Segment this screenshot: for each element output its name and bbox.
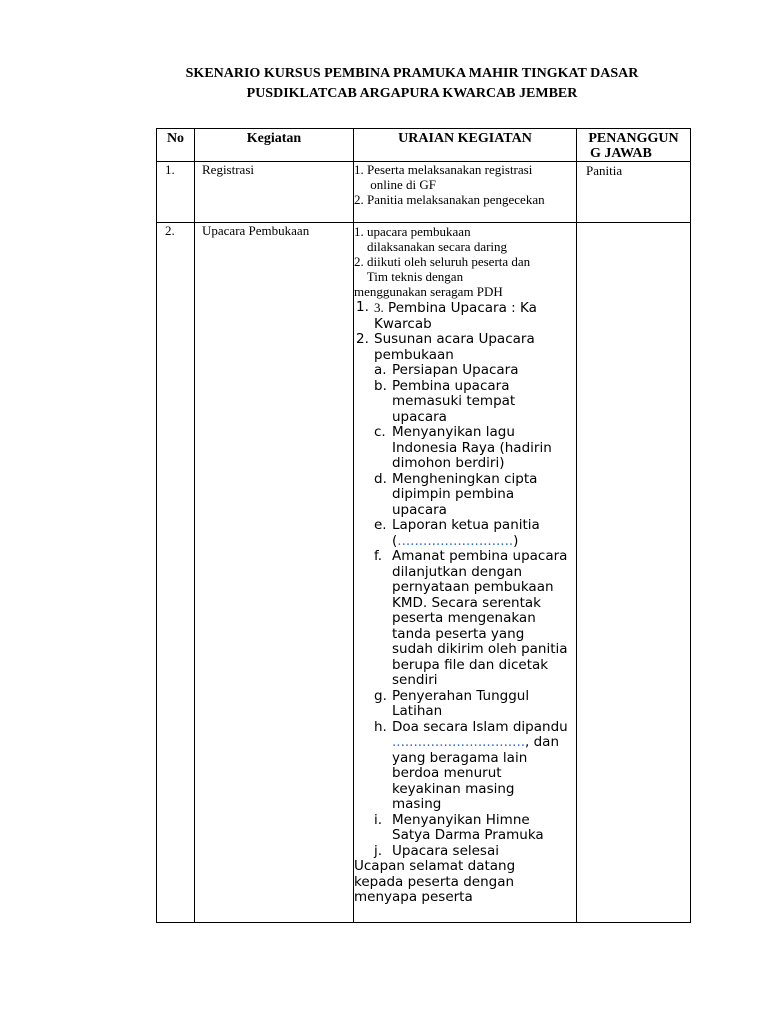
sub-list-text: Latihan <box>392 703 443 719</box>
sub-list-text: upacara <box>392 501 447 518</box>
row2-intro-line: menggunakan seragam PDH <box>354 284 503 299</box>
sub-list-text: Indonesia Raya (hadirin <box>392 439 552 456</box>
paren-open: ( <box>392 532 398 549</box>
sub-list-item <box>354 425 576 472</box>
table-header-row <box>157 129 691 162</box>
fill-in-blank: ........................... <box>397 532 514 549</box>
list-item-text: Susunan acara Upacara <box>374 331 535 347</box>
closing-line: kepada peserta dengan <box>354 873 515 890</box>
scenario-table <box>156 128 691 923</box>
row2-kegiatan-label: Upacara Pembukaan <box>202 223 310 238</box>
sub-list-text: Laporan ketua panitia <box>392 517 540 533</box>
sub-list-text: dimohon berdiri) <box>392 455 505 471</box>
sub-list-letter: b. <box>374 377 387 394</box>
sub-list-item <box>354 720 576 813</box>
list-item-number: 1. <box>356 299 369 315</box>
list-item <box>354 300 576 332</box>
document-title: SKENARIO KURSUS PEMBINA PRAMUKA MAHIR TINGKAT DASAR <box>185 66 639 81</box>
list-item-text: pembukaan <box>374 346 454 363</box>
sub-list-letter: e. <box>374 517 387 533</box>
table-row <box>157 223 691 923</box>
list-item-text: Kwarcab <box>374 315 432 332</box>
row1-pj <box>577 162 691 223</box>
closing-line: Ucapan selamat datang <box>354 858 516 874</box>
closing-line: menyapa peserta <box>354 889 473 905</box>
row1-uraian <box>354 162 577 223</box>
row2-no <box>157 223 195 923</box>
sub-list-item <box>354 689 576 720</box>
sub-list-text: peserta mengenakan <box>392 610 536 626</box>
sub-list-item <box>354 813 576 844</box>
sub-list-text: berdoa menurut <box>392 765 502 781</box>
sub-list-text: Mengheningkan cipta <box>392 470 538 487</box>
header-pj-line2: G JAWAB <box>590 146 652 161</box>
sub-list-item <box>354 549 576 689</box>
row2-uraian <box>354 223 577 923</box>
header-pj-label <box>577 129 690 161</box>
row2-intro-line: Tim teknis dengan <box>354 269 464 284</box>
list-item <box>354 332 576 363</box>
sub-list-text: berupa file dan dicetak <box>392 656 549 673</box>
sub-list-text: Pembina upacara <box>392 377 510 394</box>
sub-list-text: pernyataan pembukaan <box>392 579 554 595</box>
header-kegiatan <box>195 129 354 162</box>
sub-list-text <box>392 534 576 550</box>
sub-list-text: masing <box>392 796 442 812</box>
header-penanggung-jawab <box>577 129 691 162</box>
sub-list-text: dilanjutkan dengan <box>392 563 523 580</box>
table-row <box>157 162 691 223</box>
sub-list-text: sudah dikirim oleh panitia <box>392 641 568 657</box>
header-uraian-label: URAIAN KEGIATAN <box>398 131 532 146</box>
header-no-label: No <box>166 131 185 146</box>
paren-close: ) <box>513 532 519 549</box>
sub-list-text: Doa secara Islam dipandu <box>392 718 568 735</box>
sub-list-item <box>354 472 576 519</box>
row2-kegiatan <box>195 223 354 923</box>
closing-text <box>354 859 576 906</box>
document-subtitle: PUSDIKLATCAB ARGAPURA KWARCAB JEMBER <box>246 86 578 101</box>
sub-list-text: Menyanyikan lagu <box>392 424 515 440</box>
sub-list-text: KMD. Secara serentak <box>392 594 542 611</box>
sub-list-text <box>392 735 576 751</box>
row2-numbered-list <box>354 300 576 906</box>
sub-list-text: Satya Darma Pramuka <box>392 827 544 843</box>
sub-list-item <box>354 379 576 426</box>
row2-intro-line: 2. diikuti oleh seluruh peserta dan <box>354 254 531 269</box>
row1-kegiatan-label: Registrasi <box>202 162 254 177</box>
sub-list-item <box>354 363 576 379</box>
sub-list-text: Persiapan Upacara <box>392 362 519 378</box>
sub-list-text: Upacara selesai <box>392 842 499 859</box>
agenda-sublist <box>354 363 576 859</box>
sub-list-text: keyakinan masing <box>392 780 515 797</box>
sub-list-text: Menyanyikan Himne <box>392 811 530 828</box>
row1-pj-label: Panitia <box>586 163 623 178</box>
sub-list-text: upacara <box>392 408 447 425</box>
row1-no <box>157 162 195 223</box>
list-item-text: Pembina Upacara : Ka <box>388 300 537 316</box>
sub-list-letter: f. <box>374 548 383 564</box>
sub-list-text: sendiri <box>392 672 438 688</box>
sub-list-text: Amanat pembina upacara <box>392 548 568 564</box>
row1-uraian-line: 2. Panitia melaksanakan pengecekan <box>354 192 545 207</box>
row1-uraian-line: 1. Peserta melaksanakan registrasi <box>354 162 533 177</box>
sub-list-letter: d. <box>374 470 387 487</box>
row2-intro-line: 1. upacara pembukaan <box>354 224 471 239</box>
row2-intro-line: dilaksanakan secara daring <box>354 239 508 254</box>
header-uraian <box>354 129 577 162</box>
row2-pj <box>577 223 691 923</box>
header-pj-line1: PENANGGUN <box>588 131 679 146</box>
sub-list-text: Penyerahan Tunggul <box>392 687 530 704</box>
row2-no-label: 2. <box>165 223 175 238</box>
sub-list-letter: a. <box>374 362 387 378</box>
sub-list-letter: j. <box>374 842 383 859</box>
sub-list-letter: h. <box>374 718 387 735</box>
sub-list-letter: i. <box>374 811 383 828</box>
header-no <box>157 129 195 162</box>
sub-list-item <box>354 844 576 860</box>
sub-list-letter: g. <box>374 687 387 704</box>
row1-kegiatan <box>195 162 354 223</box>
fill-in-blank: ............................... <box>392 734 526 750</box>
sub-list-text: dipimpin pembina <box>392 486 515 502</box>
sub-list-text: memasuki tempat <box>392 393 516 409</box>
sub-list-letter: c. <box>374 424 386 440</box>
sub-list-text: tanda peserta yang <box>392 625 525 642</box>
row1-uraian-line: online di GF <box>354 177 436 192</box>
list-item-number: 2. <box>356 331 369 347</box>
sub-list-text: , dan <box>525 734 560 750</box>
header-kegiatan-label: Kegiatan <box>246 131 302 146</box>
list-item-number-inner: 3. <box>374 300 384 315</box>
row1-no-label: 1. <box>165 162 175 177</box>
sub-list-item <box>354 518 576 549</box>
sub-list-text: yang beragama lain <box>392 749 528 766</box>
